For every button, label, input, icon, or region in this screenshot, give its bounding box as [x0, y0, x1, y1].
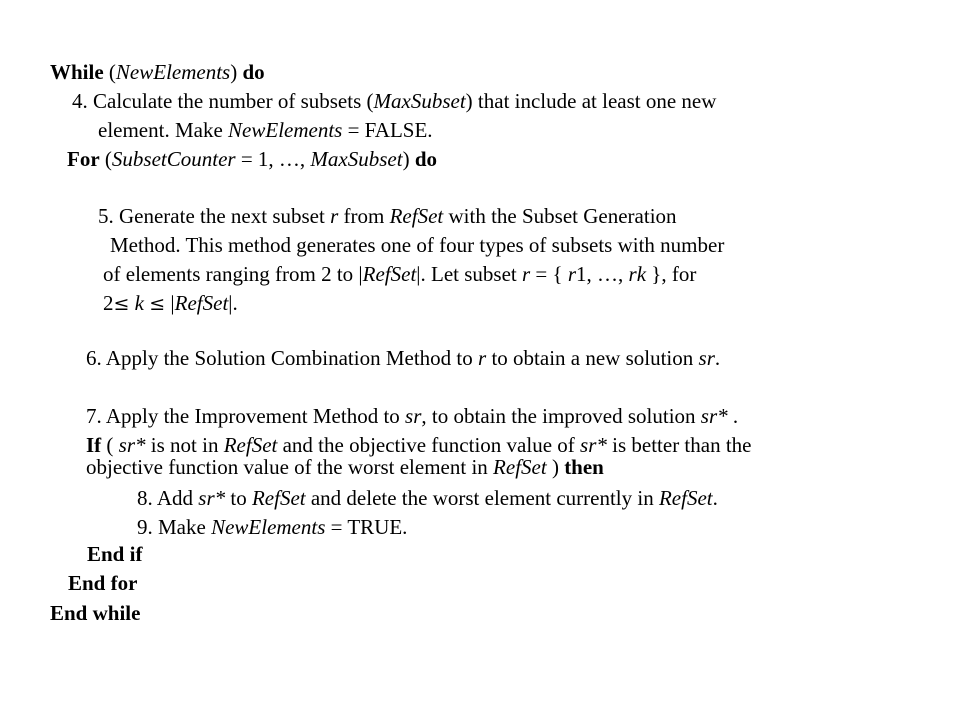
- for-expr: SubsetCounter: [111, 147, 236, 171]
- for-do-keyword: do: [414, 147, 438, 171]
- step5-text: = {: [530, 262, 568, 286]
- step9-text: 9. Make: [137, 515, 212, 539]
- step7-text: , to obtain the improved solution: [421, 404, 701, 428]
- step6-text: to obtain a new solution: [486, 346, 699, 370]
- step5-var-refset: RefSet: [174, 291, 229, 315]
- if-keyword: If: [86, 433, 102, 457]
- step4-line2: [98, 118, 433, 142]
- step6-var-r: r: [478, 346, 487, 370]
- step8-var-sr: sr*: [198, 486, 226, 510]
- step8-text: to: [225, 486, 252, 510]
- step5-var-r: r: [330, 204, 339, 228]
- for-line: [67, 147, 437, 171]
- step8-text: 8. Add: [137, 486, 199, 510]
- while-keyword: While: [50, 60, 104, 84]
- step5-text: |: [165, 291, 175, 315]
- step5-line4: [103, 291, 238, 316]
- step9-var: NewElements: [211, 515, 326, 539]
- end-if-keyword: End if: [87, 542, 143, 566]
- less-equal-symbol: ≤: [113, 293, 130, 315]
- step5-text: 1, …,: [576, 262, 629, 286]
- step7-text: 7. Apply the Improvement Method to: [86, 404, 406, 428]
- step5-text: |.: [228, 291, 238, 315]
- while-close-paren: ): [230, 60, 243, 84]
- step5-var-r1: r: [567, 262, 577, 286]
- for-keyword: For: [67, 147, 100, 171]
- if-text: is not in: [145, 433, 224, 457]
- step6-line: [86, 346, 720, 370]
- step8-text: and delete the worst element currently in: [305, 486, 659, 510]
- step8-var-refset: RefSet: [251, 486, 306, 510]
- step4-text: ) that include at least one new: [465, 89, 717, 113]
- if-var-sr-star: sr*: [580, 433, 607, 457]
- for-limit: MaxSubset: [310, 147, 403, 171]
- step7-line: [86, 404, 738, 428]
- step7-var-sr-star: sr*: [700, 404, 728, 428]
- less-equal-symbol: ≤: [149, 293, 166, 315]
- if-var-sr-star: sr*: [118, 433, 146, 457]
- step5-var-k: k: [129, 291, 150, 315]
- if-text: objective function value of the worst element in: [86, 455, 494, 479]
- for-eq: = 1, …,: [235, 147, 311, 171]
- while-line: [50, 60, 265, 84]
- step5-var-r: r: [521, 262, 531, 286]
- step5-text: from: [338, 204, 390, 228]
- if-text: ): [546, 455, 565, 479]
- step7-var-sr: sr: [405, 404, 422, 428]
- step5-text: with the Subset Generation: [443, 204, 677, 228]
- if-line1: [86, 433, 752, 457]
- if-var-refset: RefSet: [493, 455, 547, 479]
- step5-text: 5. Generate the next subset: [98, 204, 331, 228]
- step9-text: = TRUE.: [325, 515, 408, 539]
- if-line2: [86, 455, 604, 479]
- if-text: is better than the: [606, 433, 752, 457]
- step5-line3: [103, 262, 696, 286]
- step5-text: of elements ranging from 2 to |: [103, 262, 363, 286]
- step5-text: |. Let subset: [416, 262, 522, 286]
- step5-text: 2: [103, 291, 114, 315]
- while-condition: NewElements: [115, 60, 231, 84]
- if-text: and the objective function value of: [277, 433, 581, 457]
- step5-var-refset: RefSet: [362, 262, 417, 286]
- step6-text: 6. Apply the Solution Combination Method to: [86, 346, 479, 370]
- step4-text: = FALSE.: [342, 118, 433, 142]
- step6-var-sr: sr: [698, 346, 715, 370]
- step4-var: MaxSubset: [373, 89, 466, 113]
- step8-var-refset: RefSet: [658, 486, 713, 510]
- step5-text: Method. This method generates one of four types of subsets with number: [110, 233, 725, 257]
- step4-text: 4. Calculate the number of subsets (: [72, 89, 374, 113]
- step8-text: .: [712, 486, 718, 510]
- then-keyword: then: [564, 455, 604, 479]
- step4-line1: [72, 89, 716, 113]
- step5-line2: [110, 233, 724, 257]
- while-open-paren: (: [103, 60, 116, 84]
- step6-text: .: [714, 346, 721, 370]
- step5-var-refset: RefSet: [389, 204, 444, 228]
- while-do-keyword: do: [242, 60, 265, 84]
- step7-text: .: [727, 404, 739, 428]
- step8-line: [137, 486, 718, 510]
- step4-text: element. Make: [98, 118, 229, 142]
- step4-var: NewElements: [228, 118, 343, 142]
- for-close-paren: ): [402, 147, 415, 171]
- end-while-keyword: End while: [50, 601, 141, 625]
- step5-var-rk: rk: [628, 262, 647, 286]
- if-var-refset: RefSet: [223, 433, 278, 457]
- step9-line: [137, 515, 407, 539]
- for-open-paren: (: [99, 147, 112, 171]
- step5-line1: [98, 204, 677, 228]
- end-for-keyword: End for: [68, 571, 138, 595]
- step5-text: }, for: [646, 262, 697, 286]
- if-text: (: [101, 433, 119, 457]
